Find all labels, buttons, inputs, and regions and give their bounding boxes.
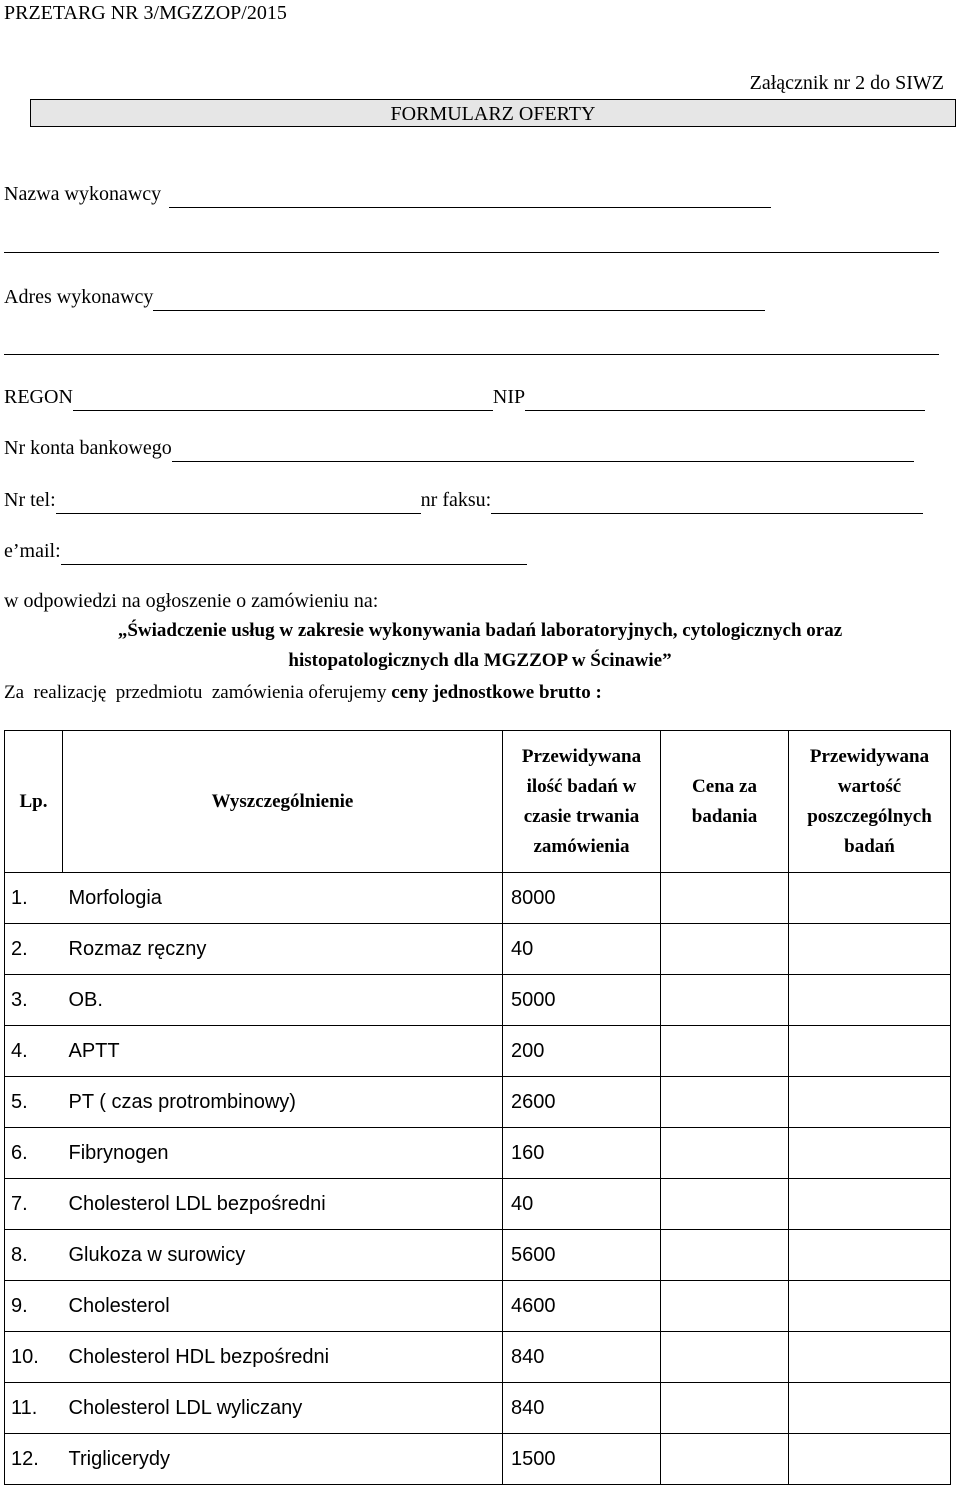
row-lp: 10. [5,1332,63,1383]
row-name: APTT [63,1026,503,1077]
table-row [5,1332,951,1383]
row-value-cell[interactable] [789,1434,951,1485]
row-price-cell[interactable] [661,1026,789,1077]
offer-text-bold: ceny jednostkowe brutto : [391,682,602,703]
row-value-cell[interactable] [789,1128,951,1179]
regon-field[interactable] [73,388,493,411]
bank-account-row [4,434,914,462]
row-lp: 12. [5,1434,63,1485]
row-lp: 4. [5,1026,63,1077]
row-lp: 1. [5,873,63,924]
row-value-cell[interactable] [789,1026,951,1077]
row-price-cell[interactable] [661,1077,789,1128]
row-name: PT ( czas protrombinowy) [63,1077,503,1128]
row-qty: 5000 [503,975,661,1026]
row-price-cell[interactable] [661,1434,789,1485]
contractor-name-line-2[interactable] [4,252,939,253]
contractor-name-label: Nazwa wykonawcy [4,183,162,205]
row-price-cell[interactable] [661,1332,789,1383]
row-price-cell[interactable] [661,1281,789,1332]
row-qty: 1500 [503,1434,661,1485]
row-qty: 200 [503,1026,661,1077]
row-lp: 5. [5,1077,63,1128]
row-qty: 160 [503,1128,661,1179]
row-qty: 40 [503,924,661,975]
row-qty: 40 [503,1179,661,1230]
contractor-name-field[interactable] [169,185,771,208]
table-row [5,1383,951,1434]
row-qty: 840 [503,1383,661,1434]
row-lp: 7. [5,1179,63,1230]
fax-label: nr faksu: [420,489,492,511]
row-value-cell[interactable] [789,1332,951,1383]
email-label: e’mail: [4,540,61,562]
offer-text [4,682,602,704]
row-lp: 6. [5,1128,63,1179]
row-name: Cholesterol [63,1281,503,1332]
row-price-cell[interactable] [661,975,789,1026]
contractor-address-row [4,283,765,311]
form-title: FORMULARZ OFERTY [30,99,956,127]
row-value-cell[interactable] [789,1230,951,1281]
contractor-name-row [4,180,771,208]
table-row [5,975,951,1026]
row-price-cell[interactable] [661,1128,789,1179]
row-value-cell[interactable] [789,1077,951,1128]
row-lp: 8. [5,1230,63,1281]
bank-account-field[interactable] [172,439,914,462]
intro-line: w odpowiedzi na ogłoszenie o zamówieniu na: [4,590,379,612]
header-lp: Lp. [5,731,63,873]
table-row [5,1077,951,1128]
row-price-cell[interactable] [661,1179,789,1230]
phone-fax-row [4,486,923,514]
table-row [5,1281,951,1332]
row-value-cell[interactable] [789,924,951,975]
row-price-cell[interactable] [661,1383,789,1434]
row-name: Cholesterol HDL bezpośredni [63,1332,503,1383]
offer-text-plain: Za realizację przedmiotu zamówienia oferujemy [4,682,392,703]
annex-label: Załącznik nr 2 do SIWZ [749,72,944,94]
nip-field[interactable] [525,388,925,411]
row-name: Glukoza w surowicy [63,1230,503,1281]
bank-account-label: Nr konta bankowego [4,437,172,459]
header-price: Cena za badania [661,731,789,873]
table-row [5,1230,951,1281]
row-price-cell[interactable] [661,924,789,975]
row-value-cell[interactable] [789,1179,951,1230]
row-qty: 2600 [503,1077,661,1128]
row-name: Triglicerydy [63,1434,503,1485]
regon-nip-row [4,383,925,411]
email-field[interactable] [61,542,527,565]
row-price-cell[interactable] [661,873,789,924]
row-value-cell[interactable] [789,1281,951,1332]
row-name: Rozmaz ręczny [63,924,503,975]
row-qty: 840 [503,1332,661,1383]
table-row [5,1128,951,1179]
row-lp: 9. [5,1281,63,1332]
header-value: Przewidywana wartość poszczególnych badań [789,731,951,873]
row-price-cell[interactable] [661,1230,789,1281]
header-name: Wyszczególnienie [63,731,503,873]
row-name: Cholesterol LDL bezpośredni [63,1179,503,1230]
table-row [5,1434,951,1485]
row-name: Cholesterol LDL wyliczany [63,1383,503,1434]
row-qty: 5600 [503,1230,661,1281]
email-row [4,537,527,565]
contractor-address-label: Adres wykonawcy [4,286,154,308]
row-value-cell[interactable] [789,873,951,924]
row-name: OB. [63,975,503,1026]
phone-label: Nr tel: [4,489,56,511]
row-name: Morfologia [63,873,503,924]
regon-label: REGON [4,386,73,408]
price-table [4,730,951,1485]
nip-label: NIP [492,386,526,408]
row-lp: 3. [5,975,63,1026]
row-lp: 11. [5,1383,63,1434]
row-qty: 4600 [503,1281,661,1332]
phone-field[interactable] [56,491,421,514]
table-row [5,1179,951,1230]
row-lp: 2. [5,924,63,975]
fax-field[interactable] [491,491,923,514]
table-row [5,924,951,975]
row-value-cell[interactable] [789,1383,951,1434]
tender-subject-line-1: „Świadczenie usług w zakresie wykonywania badań laboratoryjnych, cytologicznych oraz [117,620,843,641]
table-row [5,873,951,924]
tender-subject-line-2: histopatologicznych dla MGZZOP w Ścinawie” [288,650,672,671]
row-qty: 8000 [503,873,661,924]
table-row [5,1026,951,1077]
header-qty: Przewidywana ilość badań w czasie trwania zamówienia [503,731,661,873]
row-name: Fibrynogen [63,1128,503,1179]
contractor-address-field[interactable] [153,288,765,311]
row-value-cell[interactable] [789,975,951,1026]
tender-number: PRZETARG NR 3/MGZZOP/2015 [4,2,287,24]
contractor-address-line-2[interactable] [4,354,939,355]
